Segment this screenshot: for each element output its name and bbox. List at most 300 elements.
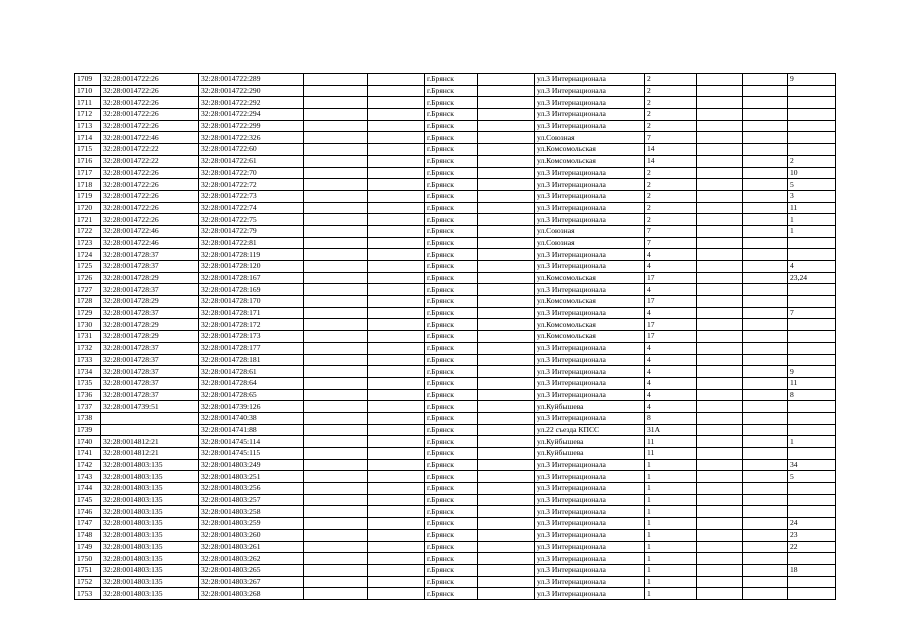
- cell-parcel: 32:28:0014722:290: [199, 85, 304, 97]
- cell-apt: [788, 448, 836, 460]
- cell-house: 2: [645, 214, 697, 226]
- cell-c5: [368, 167, 425, 179]
- cell-street: ул.3 Интернационала: [535, 261, 645, 273]
- cell-c4: [304, 483, 368, 495]
- cell-c11: [743, 448, 788, 460]
- cell-street: ул.3 Интернационала: [535, 109, 645, 121]
- cell-c7: [478, 155, 535, 167]
- cell-apt: [788, 97, 836, 109]
- cell-c11: [743, 588, 788, 600]
- cell-house: 17: [645, 296, 697, 308]
- cell-parcel: 32:28:0014728:172: [199, 319, 304, 331]
- cell-city: г.Брянск: [425, 448, 478, 460]
- cell-street: ул.3 Интернационала: [535, 202, 645, 214]
- cell-num: 1723: [75, 237, 101, 249]
- cell-c7: [478, 506, 535, 518]
- cell-num: 1749: [75, 541, 101, 553]
- cell-c10: [697, 179, 743, 191]
- cell-c10: [697, 225, 743, 237]
- cell-parcel: 32:28:0014728:61: [199, 366, 304, 378]
- cell-parcel: 32:28:0014803:259: [199, 518, 304, 530]
- cell-c7: [478, 272, 535, 284]
- cell-city: г.Брянск: [425, 588, 478, 600]
- cell-city: г.Брянск: [425, 284, 478, 296]
- cell-apt: [788, 412, 836, 424]
- cell-c10: [697, 389, 743, 401]
- cell-city: г.Брянск: [425, 459, 478, 471]
- cell-street: ул.3 Интернационала: [535, 459, 645, 471]
- cell-c7: [478, 97, 535, 109]
- cell-house: 14: [645, 155, 697, 167]
- cell-city: г.Брянск: [425, 366, 478, 378]
- table-row: [75, 331, 836, 343]
- cell-street: ул.Союзная: [535, 237, 645, 249]
- cell-c11: [743, 436, 788, 448]
- cell-c4: [304, 237, 368, 249]
- cell-c10: [697, 120, 743, 132]
- cell-parcel: 32:28:0014803:260: [199, 529, 304, 541]
- table-row: [75, 459, 836, 471]
- cell-c7: [478, 144, 535, 156]
- cell-c11: [743, 307, 788, 319]
- cell-c5: [368, 225, 425, 237]
- table-row: [75, 588, 836, 600]
- cell-house: 2: [645, 109, 697, 121]
- cell-c5: [368, 541, 425, 553]
- cell-c4: [304, 564, 368, 576]
- cell-city: г.Брянск: [425, 389, 478, 401]
- cell-c10: [697, 529, 743, 541]
- cell-c11: [743, 389, 788, 401]
- cell-c7: [478, 588, 535, 600]
- cell-c11: [743, 214, 788, 226]
- cell-num: 1731: [75, 331, 101, 343]
- cell-street: ул.3 Интернационала: [535, 307, 645, 319]
- cell-apt: [788, 132, 836, 144]
- cell-num: 1724: [75, 249, 101, 261]
- cell-c5: [368, 436, 425, 448]
- cell-c10: [697, 401, 743, 413]
- cell-parcel: 32:28:0014803:268: [199, 588, 304, 600]
- cell-num: 1739: [75, 424, 101, 436]
- cell-city: г.Брянск: [425, 412, 478, 424]
- cell-city: г.Брянск: [425, 155, 478, 167]
- cell-c11: [743, 120, 788, 132]
- cell-num: 1751: [75, 564, 101, 576]
- cell-c4: [304, 448, 368, 460]
- table-row: [75, 564, 836, 576]
- cell-num: 1729: [75, 307, 101, 319]
- table-row: [75, 237, 836, 249]
- cell-apt: 22: [788, 541, 836, 553]
- cell-parcel: 32:28:0014745:115: [199, 448, 304, 460]
- cell-num: 1712: [75, 109, 101, 121]
- cell-num: 1711: [75, 97, 101, 109]
- cell-c7: [478, 120, 535, 132]
- cell-street: ул.3 Интернационала: [535, 366, 645, 378]
- cell-c10: [697, 132, 743, 144]
- cell-block: 32:28:0014728:29: [101, 272, 199, 284]
- cell-c7: [478, 342, 535, 354]
- cell-house: 2: [645, 85, 697, 97]
- cell-street: ул.3 Интернационала: [535, 518, 645, 530]
- cell-c10: [697, 448, 743, 460]
- cell-city: г.Брянск: [425, 331, 478, 343]
- cell-c10: [697, 296, 743, 308]
- cell-num: 1715: [75, 144, 101, 156]
- cell-c10: [697, 412, 743, 424]
- cell-num: 1727: [75, 284, 101, 296]
- cell-street: ул.3 Интернационала: [535, 377, 645, 389]
- cell-apt: 9: [788, 74, 836, 86]
- table-row: [75, 284, 836, 296]
- cell-c7: [478, 541, 535, 553]
- cell-parcel: 32:28:0014741:88: [199, 424, 304, 436]
- cell-c5: [368, 389, 425, 401]
- cell-c4: [304, 85, 368, 97]
- cell-c5: [368, 261, 425, 273]
- cell-street: ул.3 Интернационала: [535, 564, 645, 576]
- table-row: [75, 389, 836, 401]
- cell-c5: [368, 319, 425, 331]
- cell-c4: [304, 401, 368, 413]
- cell-apt: [788, 424, 836, 436]
- cell-house: 4: [645, 261, 697, 273]
- cell-num: 1725: [75, 261, 101, 273]
- cell-block: 32:28:0014722:26: [101, 85, 199, 97]
- table-row: [75, 471, 836, 483]
- cell-apt: 24: [788, 518, 836, 530]
- cell-num: 1710: [75, 85, 101, 97]
- cell-street: ул.3 Интернационала: [535, 506, 645, 518]
- cell-parcel: 32:28:0014728:170: [199, 296, 304, 308]
- cell-c7: [478, 459, 535, 471]
- cell-num: 1746: [75, 506, 101, 518]
- cell-num: 1728: [75, 296, 101, 308]
- cell-c11: [743, 506, 788, 518]
- cell-house: 7: [645, 237, 697, 249]
- cell-c7: [478, 576, 535, 588]
- cell-num: 1713: [75, 120, 101, 132]
- cell-parcel: 32:28:0014728:171: [199, 307, 304, 319]
- cell-city: г.Брянск: [425, 74, 478, 86]
- cell-c7: [478, 179, 535, 191]
- cell-apt: [788, 249, 836, 261]
- cell-city: г.Брянск: [425, 144, 478, 156]
- cell-parcel: 32:28:0014722:292: [199, 97, 304, 109]
- cell-city: г.Брянск: [425, 401, 478, 413]
- cell-block: 32:28:0014803:135: [101, 576, 199, 588]
- cell-parcel: 32:28:0014728:177: [199, 342, 304, 354]
- cell-block: 32:28:0014803:135: [101, 471, 199, 483]
- cell-parcel: 32:28:0014728:64: [199, 377, 304, 389]
- cell-block: 32:28:0014728:37: [101, 389, 199, 401]
- table-row: [75, 190, 836, 202]
- cell-num: 1748: [75, 529, 101, 541]
- cell-c11: [743, 576, 788, 588]
- cell-c10: [697, 74, 743, 86]
- cell-c11: [743, 354, 788, 366]
- cell-street: ул.3 Интернационала: [535, 354, 645, 366]
- cell-parcel: 32:28:0014728:169: [199, 284, 304, 296]
- cell-city: г.Брянск: [425, 120, 478, 132]
- cell-house: 4: [645, 249, 697, 261]
- cell-c10: [697, 366, 743, 378]
- cell-c11: [743, 155, 788, 167]
- cell-apt: 7: [788, 307, 836, 319]
- cell-city: г.Брянск: [425, 97, 478, 109]
- cell-c4: [304, 202, 368, 214]
- cell-street: ул.3 Интернационала: [535, 284, 645, 296]
- cell-block: 32:28:0014728:37: [101, 366, 199, 378]
- cell-block: 32:28:0014803:135: [101, 494, 199, 506]
- cell-c7: [478, 74, 535, 86]
- table-row: [75, 144, 836, 156]
- cell-city: г.Брянск: [425, 132, 478, 144]
- cell-num: 1735: [75, 377, 101, 389]
- cell-c4: [304, 494, 368, 506]
- cell-street: ул.3 Интернационала: [535, 483, 645, 495]
- cell-apt: [788, 120, 836, 132]
- cell-block: 32:28:0014728:37: [101, 342, 199, 354]
- cell-street: ул.Куйбышева: [535, 448, 645, 460]
- cell-c7: [478, 214, 535, 226]
- cell-c4: [304, 120, 368, 132]
- cell-city: г.Брянск: [425, 109, 478, 121]
- table-row: [75, 354, 836, 366]
- cell-apt: [788, 494, 836, 506]
- cell-num: 1726: [75, 272, 101, 284]
- cell-block: 32:28:0014722:26: [101, 202, 199, 214]
- cell-num: 1709: [75, 74, 101, 86]
- cell-c5: [368, 483, 425, 495]
- cell-c5: [368, 448, 425, 460]
- cell-c7: [478, 331, 535, 343]
- cell-num: 1741: [75, 448, 101, 460]
- cell-c10: [697, 144, 743, 156]
- cell-c4: [304, 377, 368, 389]
- cell-city: г.Брянск: [425, 483, 478, 495]
- cell-c5: [368, 342, 425, 354]
- cell-c5: [368, 506, 425, 518]
- cell-house: 11: [645, 448, 697, 460]
- cell-c10: [697, 541, 743, 553]
- cell-street: ул.3 Интернационала: [535, 342, 645, 354]
- cell-house: 17: [645, 272, 697, 284]
- table-row: [75, 518, 836, 530]
- cell-c10: [697, 459, 743, 471]
- cell-house: 4: [645, 354, 697, 366]
- cell-apt: 1: [788, 214, 836, 226]
- cell-c10: [697, 553, 743, 565]
- cell-house: 7: [645, 225, 697, 237]
- table-row: [75, 494, 836, 506]
- cell-c4: [304, 307, 368, 319]
- cell-street: ул.Комсомольская: [535, 319, 645, 331]
- cell-c7: [478, 401, 535, 413]
- cell-apt: [788, 284, 836, 296]
- cell-c11: [743, 541, 788, 553]
- cell-num: 1732: [75, 342, 101, 354]
- cell-apt: [788, 342, 836, 354]
- cell-block: 32:28:0014722:46: [101, 132, 199, 144]
- cell-parcel: 32:28:0014803:267: [199, 576, 304, 588]
- cell-c11: [743, 97, 788, 109]
- cell-house: 1: [645, 494, 697, 506]
- cell-c5: [368, 331, 425, 343]
- cell-city: г.Брянск: [425, 261, 478, 273]
- cell-apt: 1: [788, 225, 836, 237]
- table-row: [75, 97, 836, 109]
- cell-num: 1750: [75, 553, 101, 565]
- cell-c11: [743, 401, 788, 413]
- table-row: [75, 401, 836, 413]
- table-row: [75, 272, 836, 284]
- cell-street: ул.3 Интернационала: [535, 190, 645, 202]
- cell-house: 4: [645, 342, 697, 354]
- cell-house: 1: [645, 459, 697, 471]
- cell-apt: [788, 401, 836, 413]
- cell-block: 32:28:0014722:26: [101, 179, 199, 191]
- cell-c4: [304, 436, 368, 448]
- cell-house: 4: [645, 377, 697, 389]
- cell-c7: [478, 319, 535, 331]
- cell-c5: [368, 97, 425, 109]
- cell-parcel: 32:28:0014728:181: [199, 354, 304, 366]
- cell-house: 1: [645, 471, 697, 483]
- cell-city: г.Брянск: [425, 167, 478, 179]
- cell-block: 32:28:0014812:21: [101, 436, 199, 448]
- cell-c7: [478, 471, 535, 483]
- cell-c4: [304, 471, 368, 483]
- cell-c7: [478, 167, 535, 179]
- cell-block: 32:28:0014728:29: [101, 331, 199, 343]
- cell-block: 32:28:0014803:135: [101, 483, 199, 495]
- cell-c5: [368, 588, 425, 600]
- cell-c5: [368, 424, 425, 436]
- cell-c10: [697, 424, 743, 436]
- cell-parcel: 32:28:0014740:38: [199, 412, 304, 424]
- cell-block: 32:28:0014722:26: [101, 97, 199, 109]
- cell-c7: [478, 284, 535, 296]
- cell-num: 1736: [75, 389, 101, 401]
- cell-block: 32:28:0014722:26: [101, 74, 199, 86]
- cell-street: ул.Комсомольская: [535, 155, 645, 167]
- cell-c5: [368, 412, 425, 424]
- cell-apt: 9: [788, 366, 836, 378]
- cell-street: ул.3 Интернационала: [535, 74, 645, 86]
- cell-apt: 34: [788, 459, 836, 471]
- cell-parcel: 32:28:0014728:120: [199, 261, 304, 273]
- cell-apt: 18: [788, 564, 836, 576]
- cell-c7: [478, 529, 535, 541]
- cell-apt: [788, 296, 836, 308]
- cell-house: 4: [645, 366, 697, 378]
- cell-apt: 11: [788, 202, 836, 214]
- cell-c11: [743, 518, 788, 530]
- cell-parcel: 32:28:0014722:74: [199, 202, 304, 214]
- cell-house: 7: [645, 132, 697, 144]
- cell-parcel: 32:28:0014803:256: [199, 483, 304, 495]
- cell-c5: [368, 120, 425, 132]
- cell-c7: [478, 448, 535, 460]
- cell-block: 32:28:0014728:37: [101, 377, 199, 389]
- cell-c5: [368, 74, 425, 86]
- table-row: [75, 202, 836, 214]
- cell-parcel: 32:28:0014722:294: [199, 109, 304, 121]
- cell-block: 32:28:0014722:26: [101, 167, 199, 179]
- cell-c5: [368, 155, 425, 167]
- cell-parcel: 32:28:0014722:60: [199, 144, 304, 156]
- cell-street: ул.Союзная: [535, 132, 645, 144]
- cell-apt: 2: [788, 155, 836, 167]
- cell-num: 1717: [75, 167, 101, 179]
- cell-block: 32:28:0014728:37: [101, 249, 199, 261]
- cell-city: г.Брянск: [425, 518, 478, 530]
- cell-street: ул.Комсомольская: [535, 272, 645, 284]
- cell-block: 32:28:0014722:26: [101, 109, 199, 121]
- table-row: [75, 506, 836, 518]
- cell-c7: [478, 494, 535, 506]
- cell-c7: [478, 424, 535, 436]
- cell-c4: [304, 366, 368, 378]
- cell-c10: [697, 331, 743, 343]
- table-row: [75, 377, 836, 389]
- cell-street: ул.3 Интернационала: [535, 85, 645, 97]
- cell-c4: [304, 553, 368, 565]
- cell-c7: [478, 483, 535, 495]
- cell-house: 1: [645, 529, 697, 541]
- cell-apt: [788, 483, 836, 495]
- cell-city: г.Брянск: [425, 307, 478, 319]
- cell-city: г.Брянск: [425, 179, 478, 191]
- cell-block: 32:28:0014722:26: [101, 120, 199, 132]
- cell-street: ул.3 Интернационала: [535, 541, 645, 553]
- cell-apt: [788, 576, 836, 588]
- cell-c4: [304, 506, 368, 518]
- cell-house: 1: [645, 483, 697, 495]
- cell-c5: [368, 85, 425, 97]
- cell-parcel: 32:28:0014803:265: [199, 564, 304, 576]
- table-row: [75, 120, 836, 132]
- cell-c10: [697, 97, 743, 109]
- cell-city: г.Брянск: [425, 249, 478, 261]
- cell-c7: [478, 109, 535, 121]
- cell-c11: [743, 471, 788, 483]
- cell-block: 32:28:0014722:26: [101, 214, 199, 226]
- cell-block: 32:28:0014722:46: [101, 225, 199, 237]
- cell-city: г.Брянск: [425, 564, 478, 576]
- cell-block: 32:28:0014803:135: [101, 529, 199, 541]
- cell-house: 1: [645, 564, 697, 576]
- cell-apt: [788, 85, 836, 97]
- cell-num: 1716: [75, 155, 101, 167]
- cell-c11: [743, 74, 788, 86]
- cell-c11: [743, 319, 788, 331]
- cell-c4: [304, 588, 368, 600]
- cell-house: 4: [645, 389, 697, 401]
- cell-num: 1737: [75, 401, 101, 413]
- cell-c7: [478, 225, 535, 237]
- cell-apt: [788, 331, 836, 343]
- cell-parcel: 32:28:0014728:167: [199, 272, 304, 284]
- cell-apt: [788, 354, 836, 366]
- cell-num: 1719: [75, 190, 101, 202]
- cell-c11: [743, 167, 788, 179]
- table-row: [75, 296, 836, 308]
- cell-c5: [368, 202, 425, 214]
- cell-c4: [304, 155, 368, 167]
